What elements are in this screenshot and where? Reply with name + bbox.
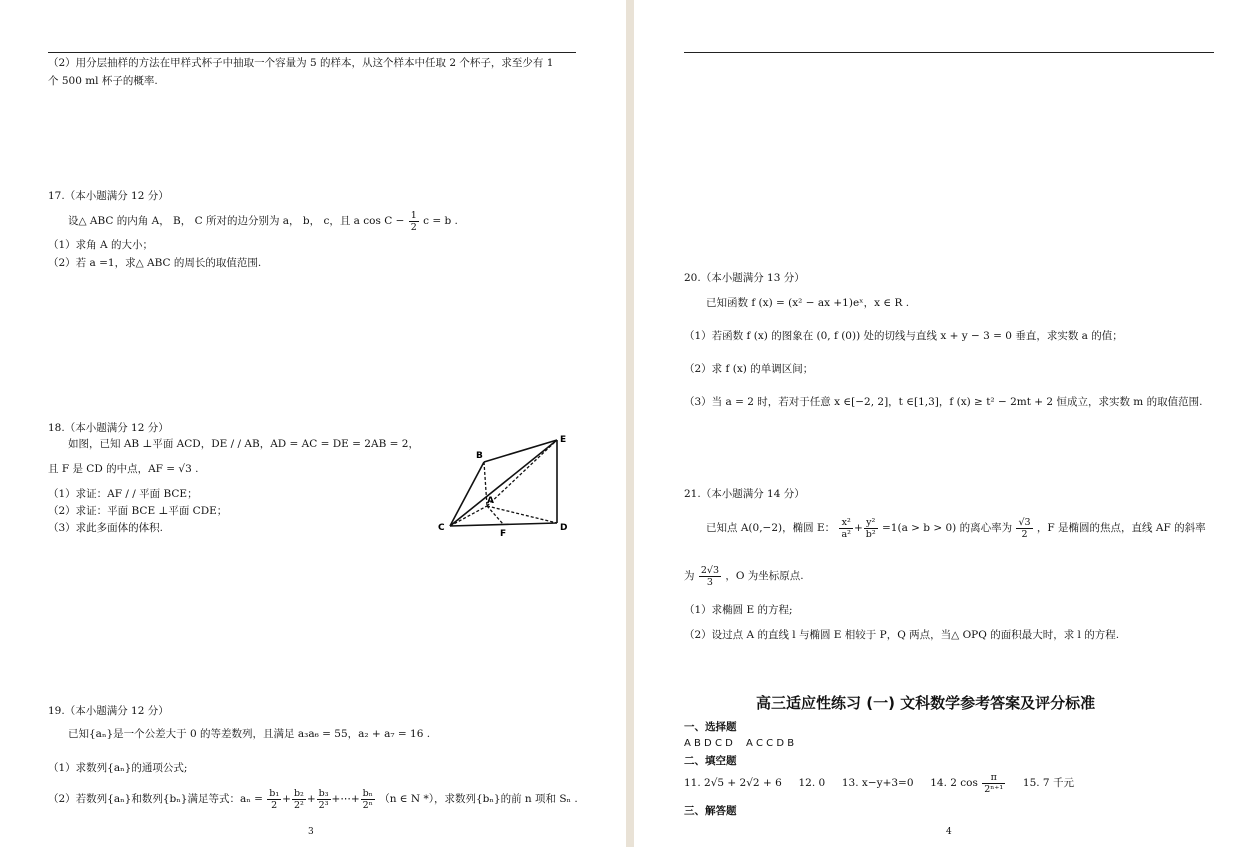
- q20-part1: （1）若函数 f (x) 的图象在 (0, f (0)) 处的切线与直线 x + y − 3 = 0 垂直，求实数 a 的值；: [684, 330, 1123, 342]
- fill-answers: [684, 770, 1074, 796]
- q21-heading: 21.（本小题满分 14 分）: [684, 488, 805, 500]
- fill-15: 15. 7 千元: [1022, 777, 1074, 789]
- q19-term-n: [361, 788, 375, 811]
- slope-den: 3: [706, 576, 713, 588]
- fill-14-frac: [982, 772, 1005, 795]
- choice-answers: A B D C D A C C D B: [684, 738, 795, 749]
- fill-11: 11. 2√5 + 2√2 + 6: [684, 777, 782, 789]
- ellipse-x-num: x²: [839, 517, 852, 529]
- q17-part2: （2）若 a =1，求△ ABC 的周长的取值范围.: [48, 257, 262, 269]
- edge-AD: [487, 506, 557, 523]
- edge-AF: [487, 506, 503, 524]
- q21-stem-b: =1(a > b > 0) 的离心率为: [882, 522, 1013, 534]
- fill-12: 12. 0: [798, 777, 826, 789]
- termn-den: 2ⁿ: [362, 799, 373, 811]
- ellipse-y-num: y²: [864, 517, 878, 529]
- q17-frac-num: 1: [410, 209, 417, 221]
- label-B: B: [476, 451, 483, 461]
- term2-den: 2²: [293, 799, 304, 811]
- q19-stem: 已知{aₙ}是一个公差大于 0 的等差数列，且满足 a₃a₆ = 55，a₂ + a₇ = 16 .: [68, 728, 431, 740]
- slope-num: 2√3: [700, 564, 719, 576]
- q18-stem-line1: 如图，已知 AB ⊥平面 ACD，DE / / AB，AD = AC = DE = 2AB = 2，: [68, 438, 419, 450]
- fill-14-pre: 14. 2 cos: [930, 777, 978, 789]
- q18-heading: 18.（本小题满分 12 分）: [48, 422, 169, 434]
- label-E: E: [560, 435, 567, 445]
- q17-frac-den: 2: [410, 221, 417, 233]
- fill-13: 13. x−y+3=0: [841, 777, 914, 789]
- q20-heading: 20.（本小题满分 13 分）: [684, 272, 805, 284]
- q18-stem-line2: 且 F 是 CD 的中点，AF = √3 .: [48, 463, 199, 475]
- q18-part1: （1）求证：AF / / 平面 BCE；: [48, 488, 198, 500]
- q21-ellipse-y: [864, 517, 878, 540]
- ellipse-x-den: a²: [841, 528, 851, 540]
- q17-stem: [68, 209, 458, 233]
- q20-stem: 已知函数 f (x) = (x² − ax +1)eˣ，x ∈ R .: [706, 297, 910, 309]
- q19-term-3: [317, 788, 331, 811]
- section-solutions: 三、解答题: [684, 805, 737, 817]
- q18-part3: （3）求此多面体的体积.: [48, 522, 164, 534]
- fill-14-num: π: [982, 772, 1005, 784]
- q16-part2-line2: 个 500 ml 杯子的概率.: [48, 75, 158, 87]
- slope-pre: 为: [684, 570, 695, 582]
- edge-CD: [450, 523, 557, 526]
- q19-term-2: [292, 788, 306, 811]
- header-rule: [684, 52, 1214, 53]
- q21-stem-c: ，F 是椭圆的焦点，直线 AF 的斜率: [1036, 522, 1206, 534]
- page-number: 4: [946, 827, 952, 837]
- term3-den: 2³: [318, 799, 329, 811]
- termn-num: bₙ: [362, 787, 373, 799]
- header-rule: [48, 52, 576, 53]
- q21-stem-a: 已知点 A(0,−2)，椭圆 E：: [706, 522, 836, 534]
- page-4: [634, 0, 1260, 847]
- ecc-num: √3: [1018, 516, 1031, 528]
- term1-num: b₁: [269, 787, 280, 799]
- section-fill: 二、填空题: [684, 755, 737, 767]
- q20-part3: （3）当 a = 2 时，若对于任意 x ∈[−2, 2]，t ∈[1,3]，f (x) ≥ t² − 2mt + 2 恒成立，求实数 m 的取值范围.: [684, 396, 1203, 408]
- term3-num: b₃: [318, 787, 329, 799]
- q21-eccentricity: [1016, 517, 1032, 540]
- label-D: D: [560, 523, 568, 533]
- q17-part1: （1）求角 A 的大小；: [48, 239, 153, 251]
- q21-slope-frac: [699, 565, 721, 588]
- edge-CE: [450, 440, 557, 526]
- q17-stem-pre: 设△ ABC 的内角 A， B， C 所对的边分别为 a， b， c，且 a cos C −: [68, 215, 405, 227]
- q19-part2-post: （n ∈ N *），求数列{bₙ}的前 n 项和 Sₙ .: [379, 793, 578, 805]
- label-A: A: [487, 496, 494, 506]
- q20-part2: （2）求 f (x) 的单调区间；: [684, 363, 814, 375]
- q19-part1: （1）求数列{aₙ}的通项公式;: [48, 762, 188, 774]
- q16-part2-line1: （2）用分层抽样的方法在甲样式杯子中抽取一个容量为 5 的样本，从这个样本中任取 2 个杯子，求至少有 1: [48, 57, 554, 69]
- q21-ellipse-x: [839, 517, 852, 540]
- ecc-den: 2: [1021, 528, 1028, 540]
- q19-term-1: [267, 788, 281, 811]
- page-3: [0, 0, 626, 847]
- q21-part1: （1）求椭圆 E 的方程;: [684, 604, 793, 616]
- slope-post: ，O 为坐标原点.: [725, 570, 804, 582]
- term1-den: 2: [271, 799, 278, 811]
- section-choice: 一、选择题: [684, 721, 737, 733]
- label-F: F: [500, 529, 507, 539]
- q17-stem-post: c = b .: [423, 215, 458, 227]
- label-C: C: [438, 523, 445, 533]
- q17-heading: 17.（本小题满分 12 分）: [48, 190, 169, 202]
- answers-title: 高三适应性练习 (一) 文科数学参考答案及评分标准: [756, 694, 1096, 712]
- q21-stem: 已知点 A(0,−2)，椭圆 E： $\frac{\text{x²}}{\text{a²}}$ + $\frac{\text{y²}}{\text{b²}}$ =1(a > b > 0) 的离心率为 $\frac{√3}{2}$ ，F 是椭圆的焦点，直线 AF 的斜率: [706, 516, 1206, 540]
- q17-fraction: [409, 210, 419, 233]
- q18-figure: [436, 432, 572, 542]
- q18-part2: （2）求证：平面 BCE ⊥平面 CDE；: [48, 505, 228, 517]
- edge-CB: [450, 462, 484, 526]
- q19-part2: （2）若数列{aₙ}和数列{bₙ}满足等式：aₙ = $\frac{\text{b₁}}{2}$ + $\frac{\text{b₂}}{\text{2²}}$ + $\frac{\text{b₃}}{\text{2³}}$ +⋯+ $\frac{\text{bₙ}}{\text{2ⁿ}}$ （n ∈ N *），求数列{bₙ}的前 n 项和 Sₙ .: [48, 787, 578, 811]
- q19-part2-pre: （2）若数列{aₙ}和数列{bₙ}满足等式：aₙ =: [48, 793, 263, 805]
- q21-slope: [684, 562, 804, 590]
- q21-part2: （2）设过点 A 的直线 l 与椭圆 E 相较于 P，Q 两点，当△ OPQ 的面积最大时，求 l 的方程.: [684, 629, 1120, 641]
- fill-14-den: 2ⁿ⁺¹: [984, 783, 1004, 795]
- term2-num: b₂: [293, 787, 304, 799]
- ellipse-y-den: b²: [865, 528, 876, 540]
- q19-heading: 19.（本小题满分 12 分）: [48, 705, 169, 717]
- page-number: 3: [308, 827, 314, 837]
